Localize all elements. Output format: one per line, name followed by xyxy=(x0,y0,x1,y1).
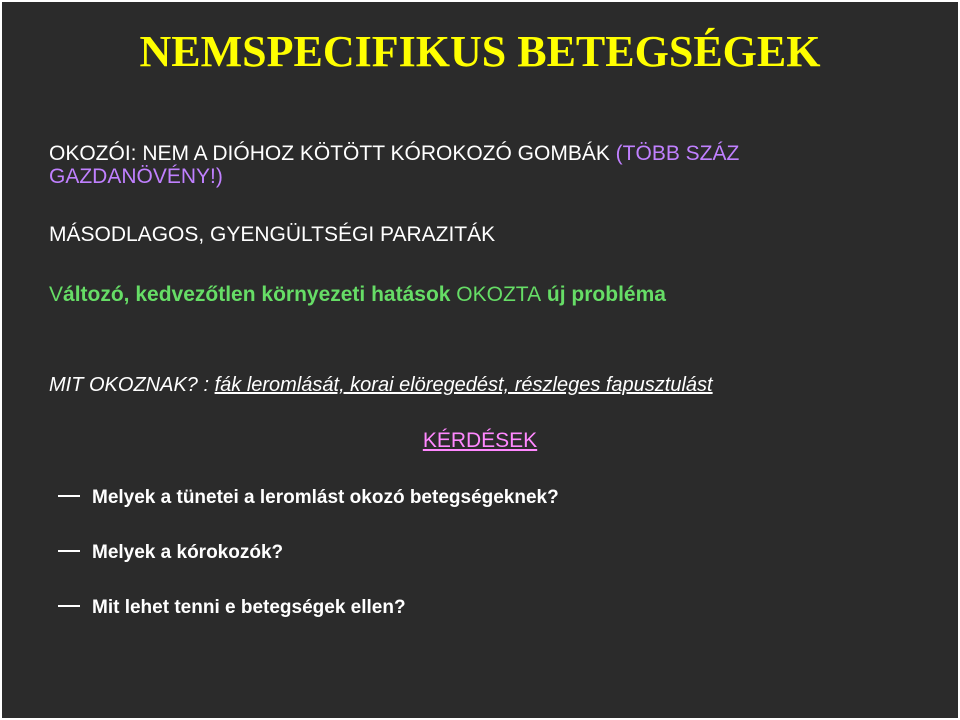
question-item xyxy=(58,486,559,510)
effects-prefix: MIT OKOZNAK? : xyxy=(49,374,215,396)
slide-title: NEMSPECIFIKUS BETEGSÉGEK xyxy=(139,27,821,76)
question-text: Melyek a tünetei a leromlást okozó betegségeknek? xyxy=(92,487,559,508)
question-item xyxy=(58,541,283,565)
question-text: Mit lehet tenni e betegségek ellen? xyxy=(92,597,406,618)
slide xyxy=(2,2,958,718)
dash-bullet-icon xyxy=(58,495,80,497)
environment-initial: V xyxy=(49,283,64,306)
effects-line xyxy=(49,372,713,398)
environment-text: áltozó, kedvezőtlen környezeti hatások xyxy=(63,283,457,306)
problem-text: új probléma xyxy=(541,283,666,306)
questions-heading: KÉRDÉSEK xyxy=(422,429,538,452)
pathogens-line xyxy=(49,142,909,188)
okozta-word: OKOZTA xyxy=(456,283,542,306)
pathogens-text: OKOZÓI: NEM A DIÓHOZ KÖTÖTT KÓROKOZÓ GOMBÁK xyxy=(49,142,616,165)
question-item xyxy=(58,596,406,620)
effects-list: fák leromlását, korai elöregedést, részleges fapusztulást xyxy=(214,374,713,396)
secondary-parasites-line: MÁSODLAGOS, GYENGÜLTSÉGI PARAZITÁK xyxy=(49,223,496,246)
question-text: Melyek a kórokozók? xyxy=(92,542,284,563)
dash-bullet-icon xyxy=(58,605,80,607)
environment-line xyxy=(49,282,666,308)
host-plants-note: (TÖBB SZÁZ GAZDANÖVÉNY!) xyxy=(49,142,740,188)
dash-bullet-icon xyxy=(58,550,80,552)
